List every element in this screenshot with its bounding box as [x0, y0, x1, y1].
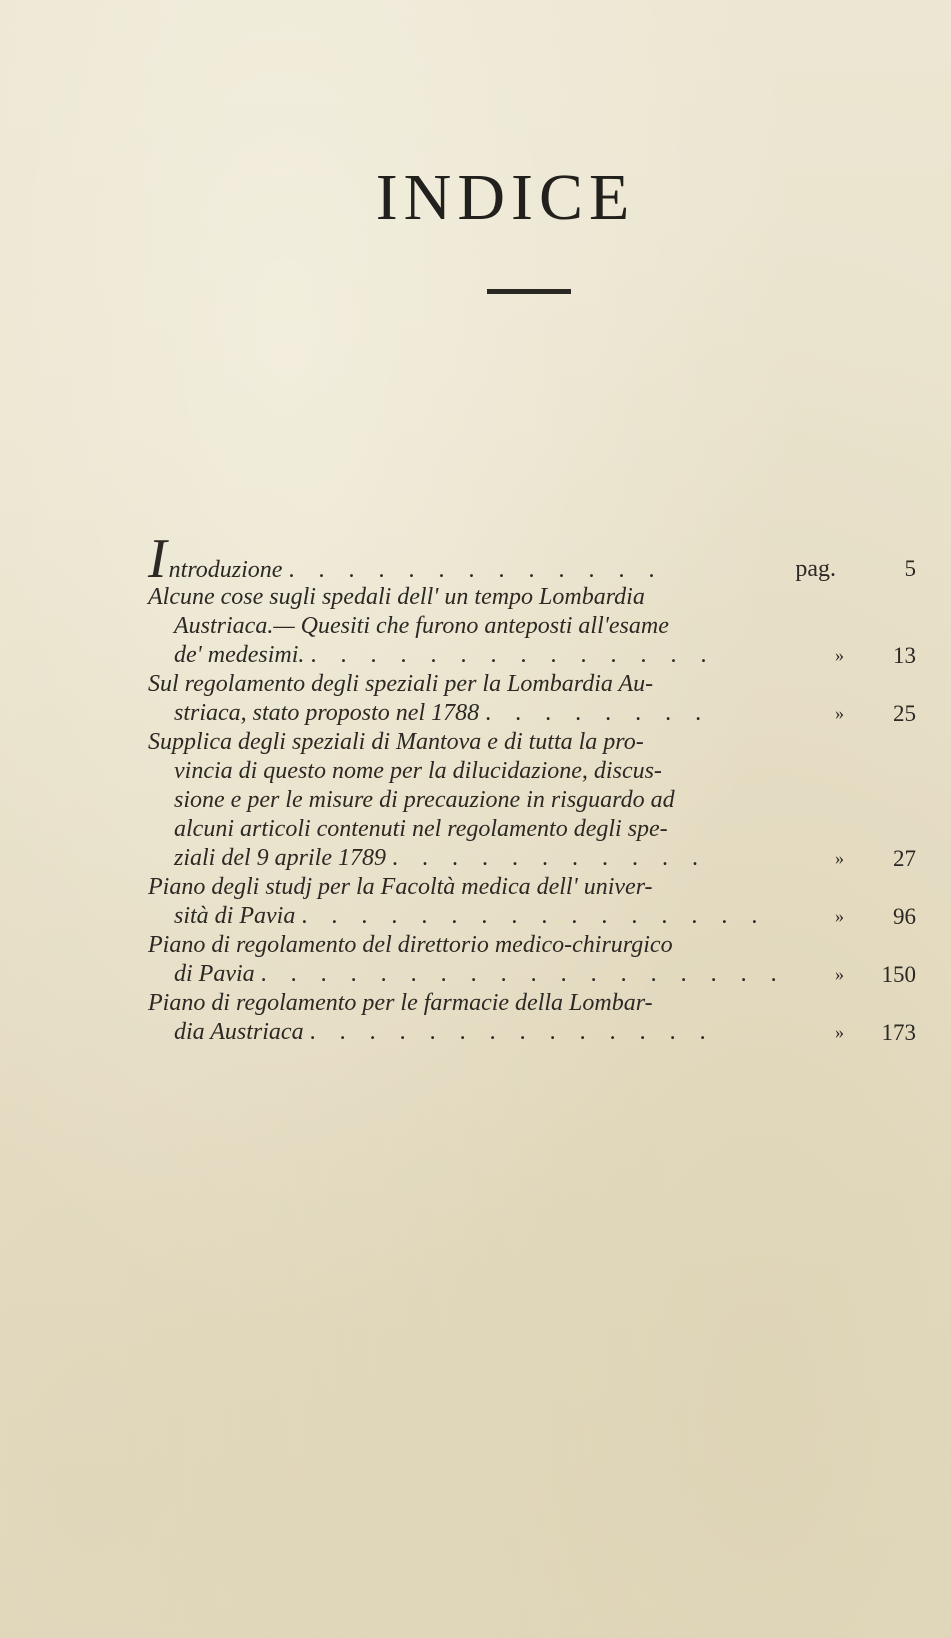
ditto-mark: »: [835, 1022, 844, 1042]
toc-line: Piano degli studj per la Facoltà medica dell' univer-: [148, 874, 653, 900]
leader-dots: . . . . . . . . . . . . . . . .: [301, 903, 767, 929]
page-number: 13: [893, 643, 916, 668]
ditto-mark: »: [835, 906, 844, 926]
toc-line: Piano di regolamento del direttorio medico-chirurgico: [148, 932, 673, 958]
toc-line: Austriaca.— Quesiti che furono anteposti all'esame: [174, 613, 669, 639]
toc-entry-supplica: [148, 728, 916, 873]
leader-dots: . . . . . . . . . . .: [392, 845, 707, 871]
ditto-mark: »: [835, 703, 844, 723]
toc-entry-text: ziali del 9 aprile 1789: [174, 845, 386, 871]
toc-line: [148, 1018, 916, 1047]
pag-label: pag.: [795, 556, 836, 582]
toc-entry-piano-direttorio: [148, 931, 916, 989]
title-rule: [487, 289, 571, 294]
toc-entry-regolamento-speziali: [148, 670, 916, 728]
page-number: 5: [904, 556, 916, 581]
toc-line: [148, 902, 916, 931]
toc-entry-spedali: [148, 583, 916, 670]
ditto-mark: »: [835, 848, 844, 868]
toc-entry-text: ntroduzione: [168, 557, 283, 583]
page-title: INDICE: [375, 161, 636, 234]
toc-line: sione e per le misure di precauzione in risguardo ad: [174, 787, 675, 813]
leader-dots: . . . . . . . . . . . . . . . . . .: [260, 961, 786, 987]
page-number: 96: [893, 904, 916, 929]
toc-line: [148, 699, 916, 728]
toc-line: [148, 844, 916, 873]
toc-line: [148, 641, 916, 670]
page-number: 173: [881, 1020, 916, 1045]
toc-line: vincia di questo nome per la dilucidazione, discus-: [174, 758, 662, 784]
toc-entry-piano-farmacie: [148, 989, 916, 1047]
toc-line: Piano di regolamento per le farmacie della Lombar-: [148, 990, 653, 1016]
ditto-mark: »: [835, 645, 844, 665]
toc-line: [148, 960, 916, 989]
toc-line: Supplica degli speziali di Mantova e di tutta la pro-: [148, 729, 644, 755]
toc-entry-text: de' medesimi.: [174, 642, 305, 668]
leader-dots: . . . . . . . . . . . . .: [288, 557, 664, 583]
leader-dots: . . . . . . . . . . . . . .: [309, 1019, 715, 1045]
toc-line: Alcune cose sugli spedali dell' un tempo Lombardia: [148, 584, 645, 610]
toc-entry-text: dia Austriaca: [174, 1019, 304, 1045]
toc-line: [148, 528, 916, 590]
toc-entry-text: striaca, stato proposto nel 1788: [174, 700, 480, 726]
page-number: 150: [881, 962, 916, 987]
page-number: 25: [893, 701, 916, 726]
ditto-mark: »: [835, 964, 844, 984]
leader-dots: . . . . . . . .: [485, 700, 711, 726]
toc-entry-introduzione: [148, 528, 916, 590]
toc-entry-text: sità di Pavia: [174, 903, 296, 929]
toc-entry-text: di Pavia: [174, 961, 255, 987]
drop-cap: I: [148, 528, 167, 590]
leader-dots: . . . . . . . . . . . . . .: [310, 642, 716, 668]
toc-entry-piano-studj: [148, 873, 916, 931]
page-number: 27: [893, 846, 916, 871]
toc-line: Sul regolamento degli speziali per la Lombardia Au-: [148, 671, 654, 697]
toc-line: alcuni articoli contenuti nel regolamento degli spe-: [174, 816, 668, 842]
table-of-contents: [148, 528, 916, 1047]
